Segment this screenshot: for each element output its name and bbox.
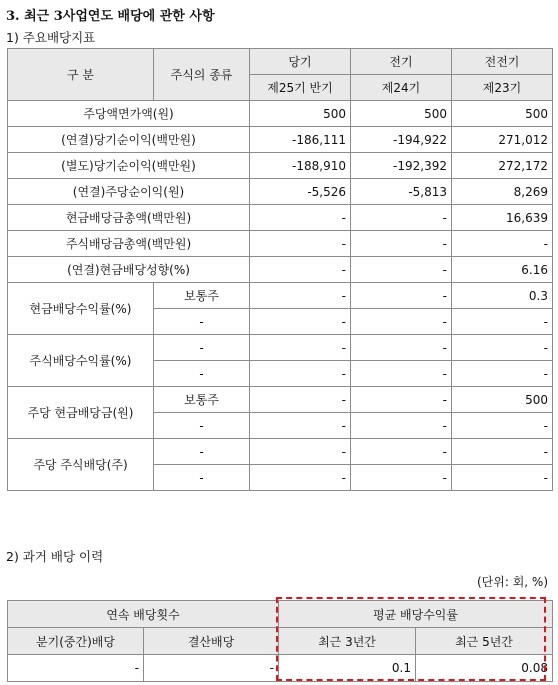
- cell-prior2: 6.16: [452, 257, 553, 283]
- cell-prior2: 272,172: [452, 153, 553, 179]
- header-category: 구 분: [8, 49, 154, 101]
- header-recent3: 최근 3년간: [279, 628, 416, 655]
- cell-current: -: [250, 283, 351, 309]
- header-row-1: [8, 49, 553, 75]
- table-row: [8, 101, 553, 127]
- row-label: (별도)당기순이익(백만원): [8, 153, 250, 179]
- table-row: [8, 439, 553, 465]
- table-row: [8, 257, 553, 283]
- cell-current: -: [250, 413, 351, 439]
- header-consecutive: 연속 배당횟수: [8, 601, 279, 628]
- cell-recent3: 0.1: [279, 655, 416, 682]
- stock-type-cell: 보통주: [154, 283, 250, 309]
- cell-current: -: [250, 257, 351, 283]
- header-row-2: [8, 628, 553, 655]
- table2-subtitle: 2) 과거 배당 이력: [6, 549, 104, 564]
- cell-prior: -: [351, 231, 452, 257]
- table-row: [8, 205, 553, 231]
- row-label: (연결)주당순이익(원): [8, 179, 250, 205]
- cell-prior: -: [351, 361, 452, 387]
- table-row: [8, 127, 553, 153]
- cell-prior2: 500: [452, 101, 553, 127]
- header-prior2: 전전기: [452, 49, 553, 75]
- cell-current: -: [250, 231, 351, 257]
- cell-prior2: 271,012: [452, 127, 553, 153]
- cell-prior: -: [351, 335, 452, 361]
- stock-type-cell: -: [154, 335, 250, 361]
- table-row: [8, 231, 553, 257]
- cell-current: -: [250, 439, 351, 465]
- dividend-indicators-table: [7, 48, 553, 491]
- group-label: 주당 현금배당금(원): [8, 387, 154, 439]
- cell-prior: -: [351, 439, 452, 465]
- header-prior-period: 제24기: [351, 75, 452, 101]
- cell-current: -: [250, 309, 351, 335]
- cell-current: -186,111: [250, 127, 351, 153]
- cell-prior: -: [351, 465, 452, 491]
- header-prior: 전기: [351, 49, 452, 75]
- cell-year-end: -: [144, 655, 279, 682]
- cell-prior2: 16,639: [452, 205, 553, 231]
- row-label: 주당액면가액(원): [8, 101, 250, 127]
- header-recent5: 최근 5년간: [416, 628, 553, 655]
- header-year-end: 결산배당: [144, 628, 279, 655]
- cell-prior2: -: [452, 335, 553, 361]
- cell-recent5: 0.08: [416, 655, 553, 682]
- table-row: [8, 179, 553, 205]
- header-quarterly: 분기(중간)배당: [8, 628, 144, 655]
- cell-prior2: -: [452, 309, 553, 335]
- cell-prior: -: [351, 257, 452, 283]
- cell-prior2: -: [452, 231, 553, 257]
- stock-type-cell: -: [154, 309, 250, 335]
- header-avg-yield: 평균 배당수익률: [279, 601, 553, 628]
- cell-current: -5,526: [250, 179, 351, 205]
- cell-current: -: [250, 465, 351, 491]
- cell-prior: -: [351, 205, 452, 231]
- cell-prior2: -: [452, 465, 553, 491]
- cell-current: -188,910: [250, 153, 351, 179]
- cell-prior: -: [351, 413, 452, 439]
- section-title: 3. 최근 3사업연도 배당에 관한 사항: [6, 9, 215, 24]
- cell-prior2: 0.3: [452, 283, 553, 309]
- table-row: [8, 655, 553, 682]
- row-label: (연결)당기순이익(백만원): [8, 127, 250, 153]
- stock-type-cell: -: [154, 361, 250, 387]
- table-row: [8, 153, 553, 179]
- cell-prior: -: [351, 283, 452, 309]
- cell-current: -: [250, 205, 351, 231]
- cell-prior2: 500: [452, 387, 553, 413]
- cell-prior2: -: [452, 413, 553, 439]
- cell-prior: -: [351, 387, 452, 413]
- cell-prior: -194,922: [351, 127, 452, 153]
- table1-subtitle: 1) 주요배당지표: [6, 30, 96, 45]
- cell-prior: -192,392: [351, 153, 452, 179]
- cell-prior2: -: [452, 361, 553, 387]
- cell-prior2: -: [452, 439, 553, 465]
- header-current-period: 제25기 반기: [250, 75, 351, 101]
- group-label: 주당 주식배당(주): [8, 439, 154, 491]
- header-current: 당기: [250, 49, 351, 75]
- dividend-history-table: [7, 600, 553, 682]
- cell-prior: -5,813: [351, 179, 452, 205]
- cell-prior: -: [351, 309, 452, 335]
- cell-quarterly: -: [8, 655, 144, 682]
- group-label: 주식배당수익률(%): [8, 335, 154, 387]
- header-prior2-period: 제23기: [452, 75, 553, 101]
- group-label: 현금배당수익률(%): [8, 283, 154, 335]
- row-label: 주식배당금총액(백만원): [8, 231, 250, 257]
- stock-type-cell: -: [154, 465, 250, 491]
- table-row: [8, 335, 553, 361]
- cell-current: -: [250, 387, 351, 413]
- cell-current: 500: [250, 101, 351, 127]
- row-label: 현금배당금총액(백만원): [8, 205, 250, 231]
- table-row: [8, 283, 553, 309]
- cell-prior: 500: [351, 101, 452, 127]
- stock-type-cell: -: [154, 439, 250, 465]
- stock-type-cell: 보통주: [154, 387, 250, 413]
- cell-current: -: [250, 361, 351, 387]
- header-row-1: [8, 601, 553, 628]
- cell-prior2: 8,269: [452, 179, 553, 205]
- table-row: [8, 387, 553, 413]
- header-stock-type: 주식의 종류: [154, 49, 250, 101]
- row-label: (연결)현금배당성향(%): [8, 257, 250, 283]
- cell-current: -: [250, 335, 351, 361]
- stock-type-cell: -: [154, 413, 250, 439]
- unit-label: (단위: 회, %): [476, 575, 548, 589]
